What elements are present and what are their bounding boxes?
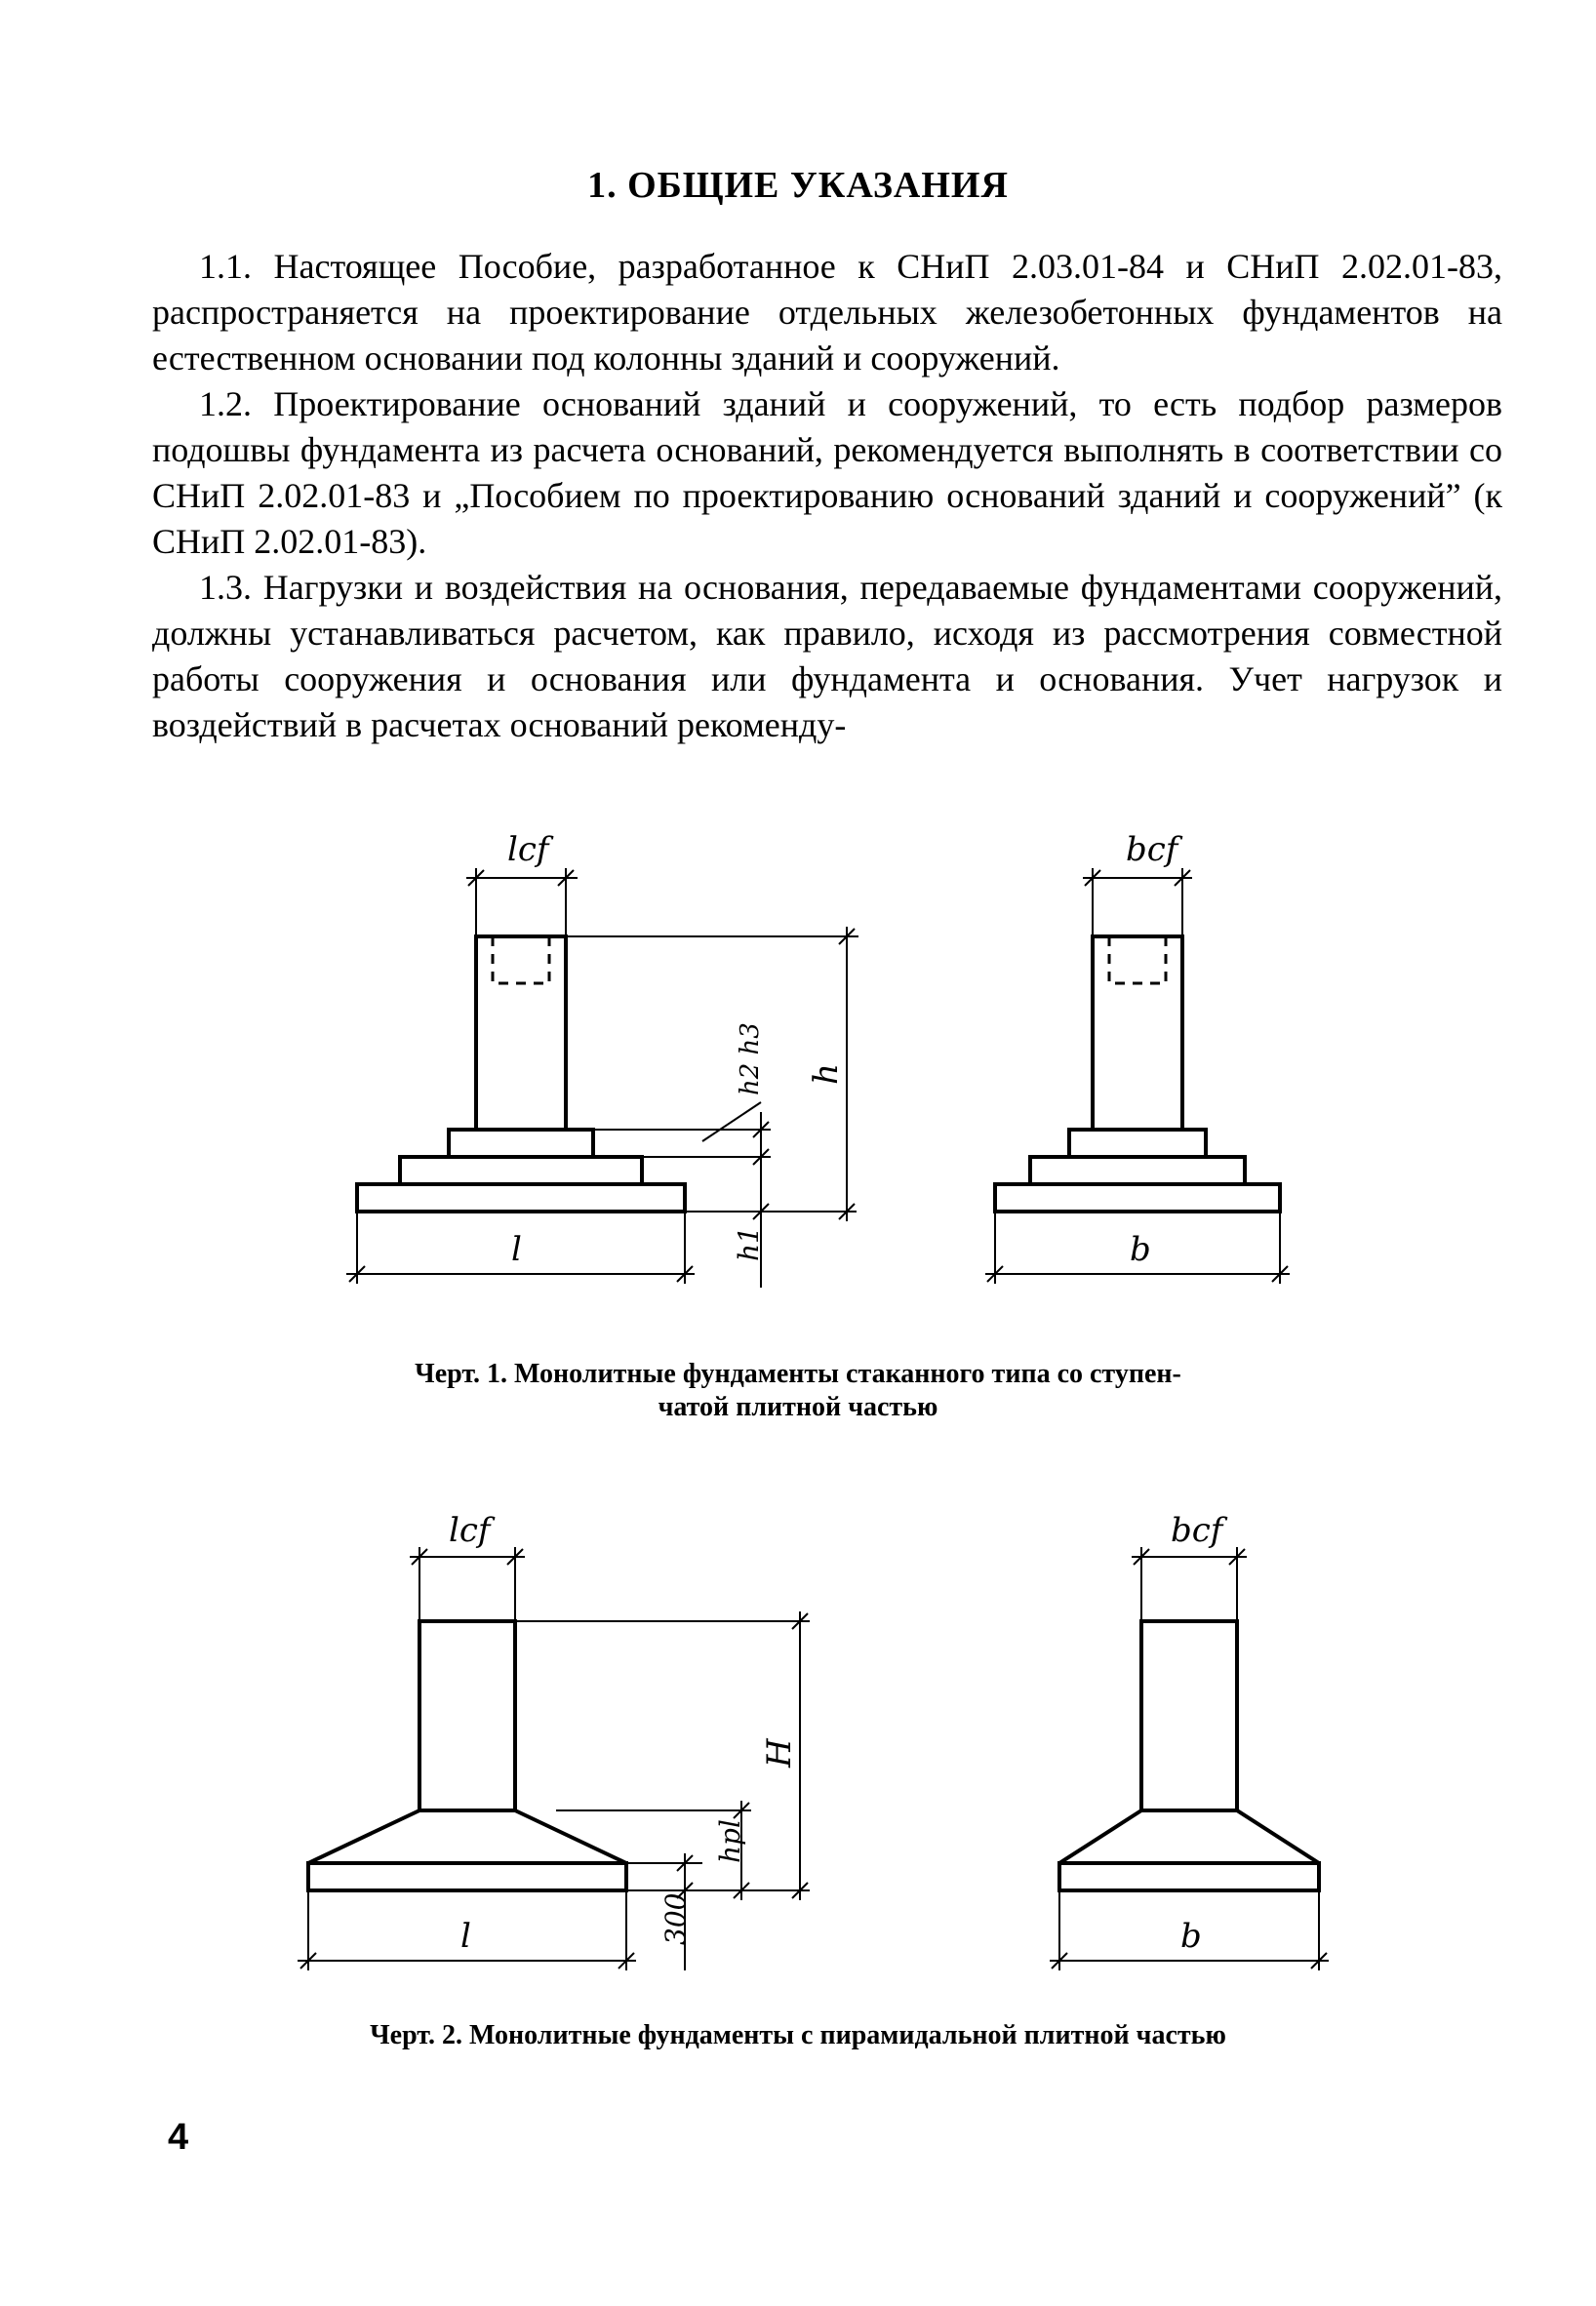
fig1-label-h: h	[807, 1063, 846, 1085]
fig1-left-socket	[493, 936, 549, 983]
paragraph-1-3: 1.3. Нагрузки и воздействия на основания, передаваемые фундаментами сооружений, должны устанавливаться расчетом, как правило, исходя из рассмотрения совместной работы сооружения и основания или фундамента и основания. Учет нагрузок и воздействий в расчетах оснований рекоменду-	[152, 568, 1502, 744]
fig1-right-socket	[1109, 936, 1166, 983]
fig1-left-slab	[357, 1184, 685, 1212]
fig2-label-b: b	[1180, 1917, 1202, 1956]
figure-1-caption	[0, 1358, 1596, 1424]
body-text	[152, 244, 1502, 748]
fig2-left-column	[419, 1621, 515, 1810]
fig1-label-l: l	[511, 1230, 522, 1269]
fig1-right-slab	[995, 1184, 1280, 1212]
fig1-right-step-mid	[1030, 1157, 1245, 1184]
paragraph-1-1: 1.1. Настоящее Пособие, разработанное к СНиП 2.03.01-84 и СНиП 2.02.01-83, распространяется на проектирование отдельных железобетонных фундаментов на естественном основании под колонны зданий и сооружений.	[152, 247, 1502, 378]
fig2-label-bcf: bcf	[1171, 1512, 1223, 1550]
fig2-label-300: 300	[659, 1892, 692, 1945]
page-number: 4	[168, 2117, 189, 2158]
section-heading: 1. ОБЩИЕ УКАЗАНИЯ	[587, 165, 1009, 206]
fig1-label-h2h3: h2 h3	[736, 1022, 765, 1095]
fig2-label-lcf: lcf	[449, 1512, 491, 1550]
figure-1-caption-line-2: чатой плитной частью	[658, 1392, 938, 1422]
fig1-label-lcf: lcf	[507, 830, 549, 869]
fig1-left-column	[476, 936, 566, 1130]
fig1-left-step-top	[449, 1130, 593, 1157]
figure-1-caption-line-1: Черт. 1. Монолитные фундаменты стаканного типа со ступен-	[415, 1359, 1181, 1389]
fig1-right-step-top	[1069, 1130, 1206, 1157]
fig1-left-step-mid	[400, 1157, 642, 1184]
fig1-label-bcf: bcf	[1126, 830, 1178, 869]
figure-2-drawing	[0, 1512, 1596, 2000]
fig2-right-column	[1141, 1621, 1237, 1810]
fig2-label-hpl: hpl	[714, 1819, 746, 1863]
fig1-label-b: b	[1130, 1230, 1151, 1269]
fig2-left-pyramid	[308, 1810, 626, 1863]
fig2-label-H: H	[760, 1738, 799, 1768]
fig2-label-l: l	[460, 1917, 471, 1956]
figure-2-caption: Черт. 2. Монолитные фундаменты с пирамидальной плитной частью	[370, 2020, 1226, 2050]
fig1-label-h1: h1	[733, 1226, 765, 1261]
fig2-right-pyramid	[1059, 1810, 1319, 1863]
fig1-right-column	[1093, 936, 1182, 1130]
fig2-left-slab	[308, 1863, 626, 1890]
fig2-right-slab	[1059, 1863, 1319, 1890]
figure-1-drawing	[0, 819, 1596, 1307]
paragraph-1-2: 1.2. Проектирование оснований зданий и сооружений, то есть подбор размеров подошвы фундамента из расчета оснований, рекомендуется выполнять в соответствии со СНиП 2.02.01-83 и „Пособием по проектированию оснований зданий и сооружений” (к СНиП 2.02.01-83).	[152, 384, 1502, 561]
